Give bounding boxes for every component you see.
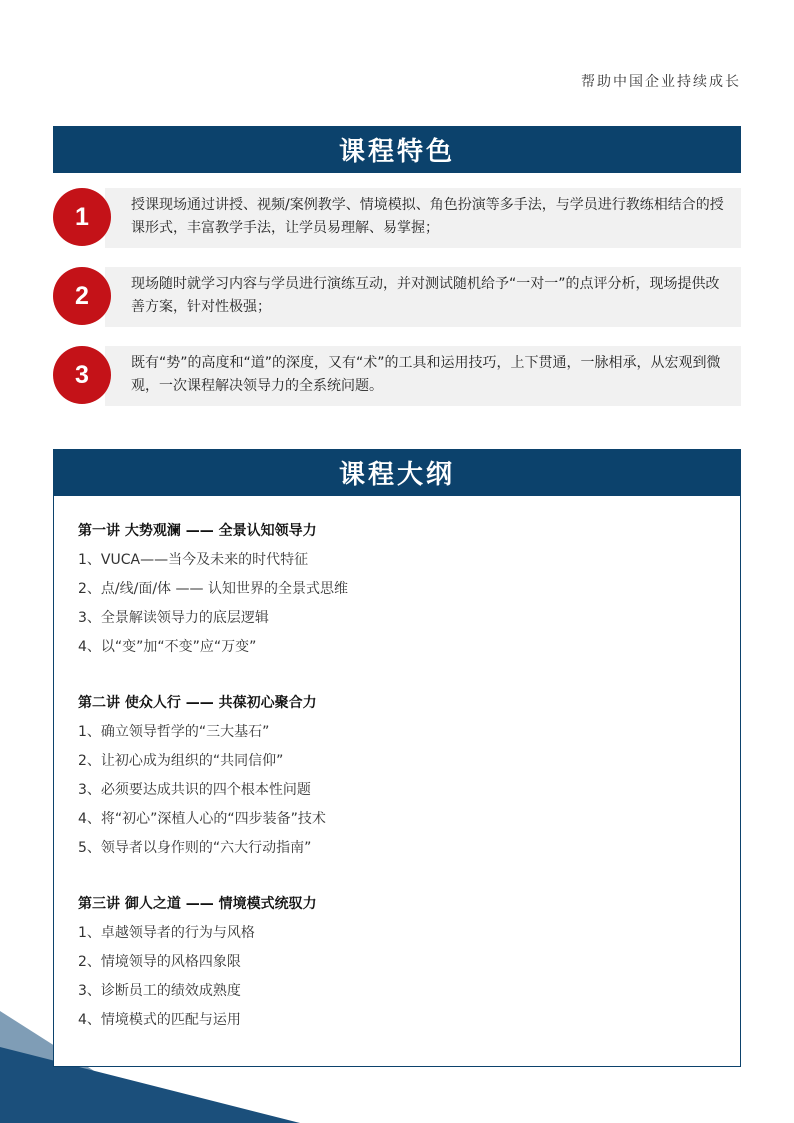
- lecture-block: [78, 517, 718, 662]
- feature-number-badge: 1: [53, 188, 111, 246]
- feature-text: 现场随时就学习内容与学员进行演练互动，并对测试随机给予“一对一”的点评分析，现场提供改善方案，针对性极强；: [105, 267, 741, 327]
- section-title-outline: 课程大纲: [53, 449, 741, 496]
- feature-number-badge: 2: [53, 267, 111, 325]
- lecture-item: 2、点/线/面/体 —— 认知世界的全景式思维: [78, 581, 348, 597]
- feature-item: [53, 188, 741, 248]
- lecture-item: 3、全景解读领导力的底层逻辑: [78, 610, 269, 626]
- feature-item: [53, 267, 741, 327]
- lecture-item: 4、情境模式的匹配与运用: [78, 1012, 241, 1028]
- lecture-item: 1、VUCA——当今及未来的时代特征: [78, 552, 309, 568]
- lecture-title: 第二讲 使众人行 —— 共葆初心聚合力: [78, 695, 317, 711]
- lecture-item: 5、领导者以身作则的“六大行动指南”: [78, 840, 312, 856]
- feature-item: [53, 346, 741, 406]
- lecture-title: 第一讲 大势观澜 —— 全景认知领导力: [78, 523, 317, 539]
- lecture-block: [78, 890, 718, 1035]
- feature-text: 既有“势”的高度和“道”的深度，又有“术”的工具和运用技巧，上下贯通，一脉相承，从宏观到微观，一次课程解决领导力的全系统问题。: [105, 346, 741, 406]
- lecture-item: 4、以“变”加“不变”应“万变”: [78, 639, 257, 655]
- page-tagline: 帮助中国企业持续成长: [581, 74, 741, 90]
- feature-number-badge: 3: [53, 346, 111, 404]
- lecture-item: 3、必须要达成共识的四个根本性问题: [78, 782, 311, 798]
- lecture-item: 1、卓越领导者的行为与风格: [78, 925, 255, 941]
- feature-text: 授课现场通过讲授、视频/案例教学、情境模拟、角色扮演等多手法，与学员进行教练相结合的授课形式，丰富教学手法，让学员易理解、易掌握；: [105, 188, 741, 248]
- section-title-features: 课程特色: [53, 126, 741, 173]
- lecture-item: 2、让初心成为组织的“共同信仰”: [78, 753, 284, 769]
- lecture-item: 1、确立领导哲学的“三大基石”: [78, 724, 270, 740]
- lecture-title: 第三讲 御人之道 —— 情境模式统驭力: [78, 896, 317, 912]
- outline-panel: [53, 496, 741, 1067]
- lecture-block: [78, 689, 718, 863]
- lecture-item: 2、情境领导的风格四象限: [78, 954, 241, 970]
- lecture-item: 3、诊断员工的绩效成熟度: [78, 983, 241, 999]
- lecture-item: 4、将“初心”深植人心的“四步装备”技术: [78, 811, 326, 827]
